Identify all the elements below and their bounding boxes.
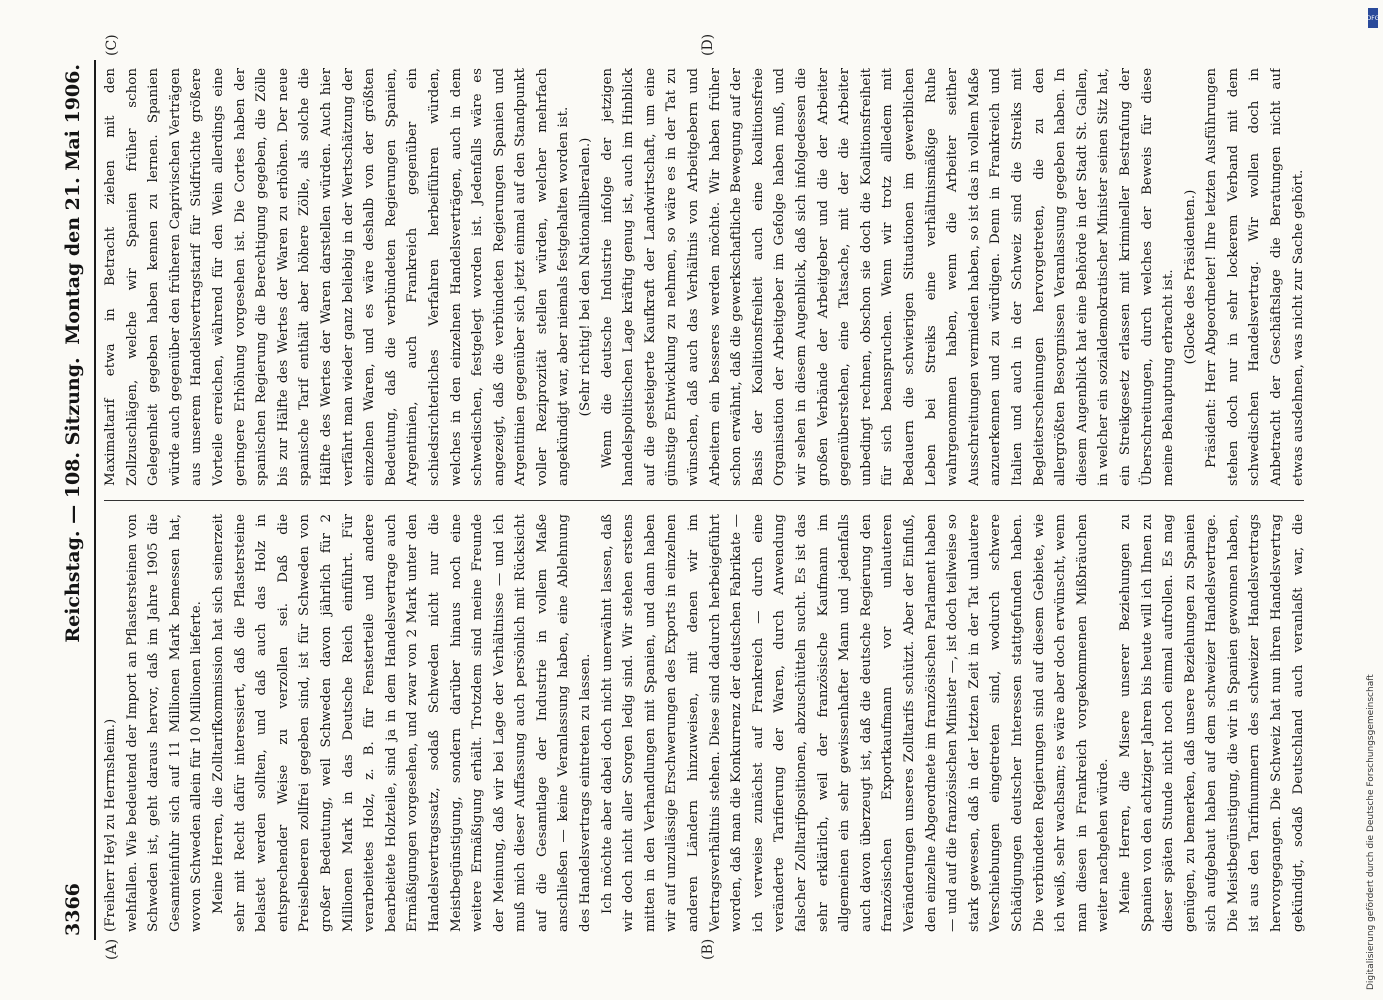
paragraph: Meine Herren, die Zolltarifkommission hat sich seinerzeit sehr mit Recht dafür interessiert, daß die Pflastersteine belastet werden sollten, und daß auch das Holz in entsprechender Weise zu verzollen sei. Daß die Preiselbeeren zollfrei gegeben sind, ist für Schweden von großer Bedeutung, weil Schweden davon jährlich für 2 Millionen Mark in das Deutsche Reich einführt. Für verarbeitetes Holz, z. B. für Fensterteile und andere bearbeitete Holzteile, sind ja in dem Handelsvertrage auch Ermäßigungen vorgesehen, und zwar von 2 Mark unter den Handelsvertragssatz, sodaß Schweden nicht nur die Meistbegünstigung, sondern darüber hinaus noch eine weitere Ermäßigung erhält. Trotzdem sind meine Freunde der Meinung, daß wir bei Lage der Verhältnisse — und ich muß mich dieser Auffassung auch persönlich mit Rücksicht auf die Gesamtlage der Industrie in vollem Maße anschließen — keine Veranlassung haben, eine Ablehnung des Handelsvertrags eintreten zu lassen. [210,514,594,932]
speaker-reply [1309,68,1310,486]
interjection: (Glocke des Präsidenten.) [1182,189,1198,365]
session-date: Montag den 21. Mai 1906. [62,64,84,345]
page-header [58,60,96,940]
session-title: Reichstag. — 108. Sitzung. [62,357,84,643]
dfg-logo-text: DFG [1366,14,1380,22]
paragraph: Ich möchte aber dabei doch nicht unerwähnt lassen, daß wir doch nicht aller Sorgen ledig sind. Wir stehen erstens mitten in den Verhandlungen mit Spanien, und dann haben wir auf unzulässige Erschwerungen des Exports in einzelnen anderen Ländern hinzuweisen, mit denen wir im Vertragsverhältnis stehen. Diese sind dadurch herbeigeführt worden, daß man die Konkurrenz der deutschen Fabrikate — ich verweise zunächst auf Frankreich — durch eine veränderte Tarifierung der Waren, durch Anwendung falscher Zolltarifpositionen, abzuschütteln sucht. Es ist das sehr erklärlich, weil der französische Kaufmann im allgemeinen ein sehr gewissenhafter Mann und jedenfalls auch davon überzeugt ist, daß die deutsche Regierung den französischen Exportkaufmann vor unlauteren Veränderungen unseres Zolltarifs schützt. Aber der Einfluß, den einzelne Abgeordnete im französischen Parlament haben — und auf die französischen Minister —, ist doch teilweise so stark gewesen, daß in der letzten Zeit in der Tat unlautere Verschiebungen eingetreten sind, wodurch schwere Schädigungen deutscher Interessen stattgefunden haben. Die verbündeten Regierungen sind auf diesem Gebiete, wie ich weiß, sehr wachsam; es wäre aber doch erwünscht, wenn man diesen in Frankreich vorgekommenen Mißbräuchen weiter nachgehen würde. [599,514,1112,932]
column-divider [104,500,1304,501]
margin-marker-a: (A) [104,938,120,960]
speaker-continuation: (Freiherr Heyl zu Herrnsheim.) [103,718,118,932]
paragraph: Meine Herren, die Misere unserer Beziehungen zu Spanien von den achtziger Jahren bis heute will ich Ihnen zu dieser späten Stunde nicht noch einmal aufrollen. Es mag genügen, zu bemerken, daß unsere Beziehungen zu Spanien sich aufgebaut haben auf dem schweizer Handelsvertrage. Die Meistbegünstigung, die wir in Spanien gewonnen haben, ist aus den Tarifnummern des schweizer Handelsvertrags hervorgegangen. Die Schweiz hat nun ihren Handelsvertrag gekündigt, sodaß Deutschland auch veranlaßt war, die [1117,514,1306,932]
margin-marker-c: (C) [104,34,120,56]
digitization-credit: Digitalisierung gefördert durch die Deutsche Forschungsgemeinschaft [1366,674,1376,990]
paragraph: Maximaltarif etwa in Betracht ziehen mit den Zollzuschlägen, welche wir Spanien früher schon Gelegenheit gegeben haben kennen zu lernen. Spanien würde auch gegenüber den früheren Caprivischen Verträgen aus unserem Handelsvertragstarif für Südfrüchte größere Vorteile erreichen, während für den Wein allerdings eine geringere Erhöhung vorgesehen ist. Die Cortes haben der spanischen Regierung die Berechtigung gegeben, die Zölle bis zur Hälfte des Wertes der Waren zu erhöhen. Der neue spanische Tarif enthält aber höhere Zölle, als solche die Hälfte des Wertes der Waren darstellen würden. Auch hier verfährt man wieder ganz beliebig in der Wertschätzung der einzelnen Waren, und es wäre deshalb von der größten Bedeutung, daß die verbündeten Regierungen Spanien, Argentinien, auch Frankreich gegenüber ein schiedsrichterliches Verfahren herbeiführen würden, welches in den einzelnen Handelsverträgen, auch in dem schwedischen, festgelegt worden ist. Jedenfalls wäre es angezeigt, daß die verbündeten Regierungen Spanien und Argentinien gegenüber sich jetzt einmal auf den Standpunkt voller Reziprozität stellen würden, welcher mehrfach angekündigt war, aber niemals festgehalten worden ist. [103,68,572,486]
left-text-column [100,514,1310,932]
margin-marker-b: (B) [700,938,716,960]
interjection: (Sehr richtig! bei den Nationalliberalen.) [578,137,594,417]
paragraph: Wenn die deutsche Industrie infolge der jetzigen handelspolitischen Lage kräftig genug ist, auch im Hinblick auf die gesteigerte Kaufkraft der Landwirtschaft, um eine günstige Entwicklung zu nehmen, so wäre es in der Tat zu wünschen, daß auch das Verhältnis von Arbeitgebern und Arbeitern ein besseres werden möchte. Wir haben früher schon erwähnt, daß die gewerkschaftliche Bewegung auf der Basis der Koalitionsfreiheit auch eine koalitionsfreie Organisation der Arbeitgeber im Gefolge haben muß, und wir sehen in diesem Augenblick, daß sich infolgedessen die großen Verbände der Arbeitgeber und die der Arbeiter gegenüberstehen, eine Tatsache, mit der die Arbeiter unbedingt rechnen, obschon sie doch die Koalitionsfreiheit für sich beanspruchen. Wenn wir trotz allledem mit Bedauern die schwierigen Situationen im gewerblichen Leben bei Streiks eine verhältnismäßige Ruhe wahrgenommen haben, wenn die Arbeiter seither Ausschreitungen vermieden haben, so ist das in vollem Maße anzuerkennen und zu würdigen. Denn in Frankreich und Italien und auch in der Schweiz sind die Streiks mit Begleiterscheinungen hervorgetreten, die zu den allergrößten Besorgnissen Veranlassung gegeben haben. In diesem Augenblick hat eine Behörde in der Stadt St. Gallen, in welcher ein sozialdemokratischer Minister seinen Sitz hat, ein Streikgesetz erlassen mit krimineller Bestrafung der Überschreitungen, durch welches der Beweis für diese meine Behauptung erbracht ist. [599,68,1177,486]
margin-marker-d: (D) [700,33,716,56]
page-number: 3366 [62,883,84,936]
paragraph: wehfallen. Wie bedeutend der Import an Pflastersteinen von Schweden ist, geht daraus hervor, daß im Jahre 1905 die Gesamteinfuhr sich auf 11 Millionen Mark bemessen hat, wovon Schweden allein für 10 Millionen lieferte. [124,514,205,932]
president-remark: Präsident: Herr Abgeordneter! Ihre letzten Ausführungen stehen doch nur in sehr lockerem Verband mit dem schwedischen Handelsvertrag. Wir wollen doch in Anbetracht der Geschäftslage die Beratungen nicht auf etwas ausdehnen, was nicht zur Sache gehört. [1204,68,1306,486]
right-text-column [100,68,1310,486]
